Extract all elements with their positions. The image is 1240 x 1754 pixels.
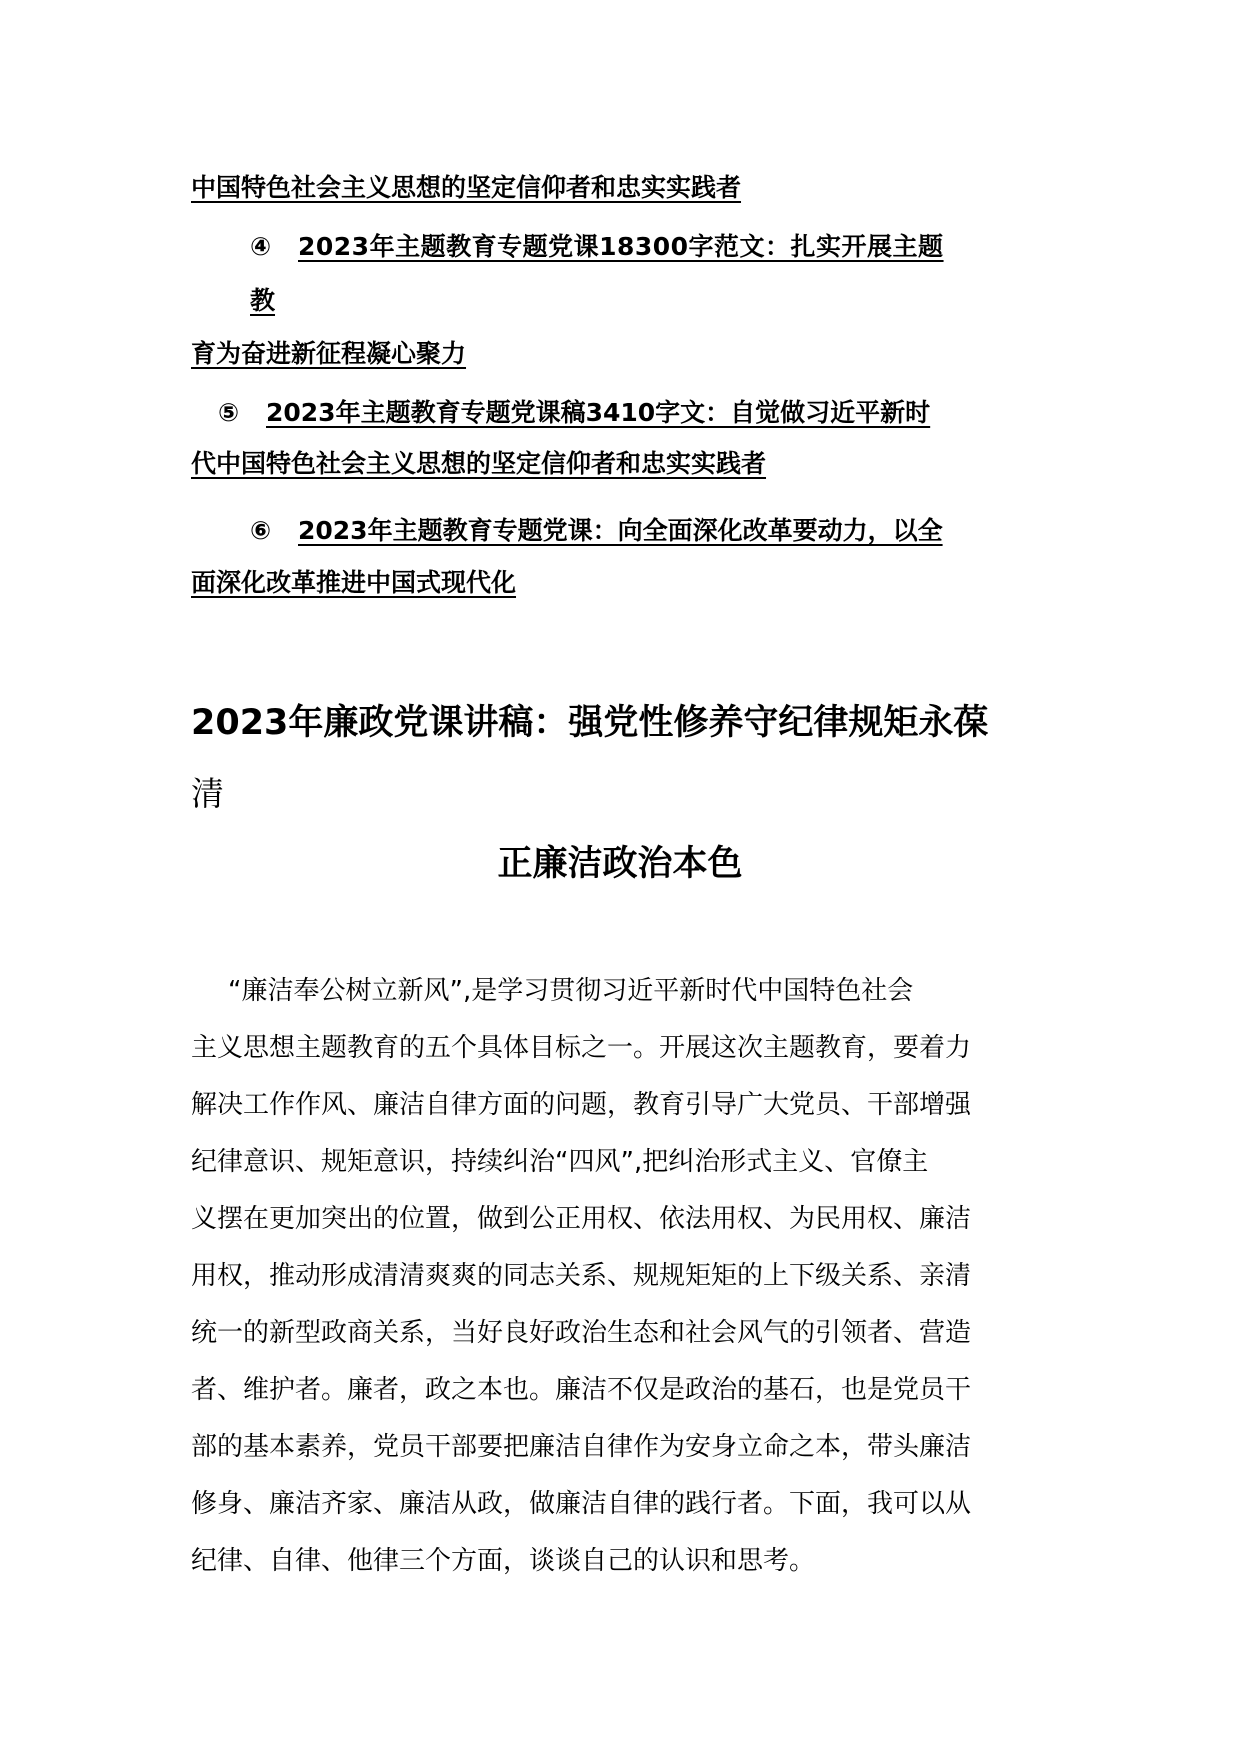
body-line-6: 用权，推动形成清清爽爽的同志关系、规规矩矩的上下级关系、亲清 xyxy=(191,1261,972,1291)
toc-item-4-number: ④ xyxy=(250,232,272,261)
toc-item-6-line2: 面深化改革推进中国式现代化 xyxy=(191,568,517,597)
article-title-line1: 2023年廉政党课讲稿：强党性修养守纪律规矩永葆 xyxy=(191,703,989,743)
body-line-7: 统一的新型政商关系，当好良好政治生态和社会风气的引领者、营造 xyxy=(191,1318,972,1348)
body-line-8: 者、维护者。廉者，政之本也。廉洁不仅是政治的基石，也是党员干 xyxy=(191,1375,972,1405)
toc-item-4[interactable] xyxy=(250,227,1060,263)
body-line-3: 解决工作作风、廉洁自律方面的问题，教育引导广大党员、干部增强 xyxy=(191,1090,972,1120)
body-line-1: “廉洁奉公树立新风”,是学习贯彻习近平新时代中国特色社会 xyxy=(228,976,914,1006)
toc-item-4-line2-row[interactable] xyxy=(250,281,1120,317)
toc-item-6-number: ⑥ xyxy=(250,516,272,545)
toc-item-3-continuation[interactable] xyxy=(191,168,1061,204)
body-line-2: 主义思想主题教育的五个具体目标之一。开展这次主题教育，要着力 xyxy=(191,1033,972,1063)
toc-item-5-number: ⑤ xyxy=(218,398,240,427)
toc-item-4-line2: 教 xyxy=(250,286,276,315)
toc-item-4-line1: 2023年主题教育专题党课18300字范文：扎实开展主题 xyxy=(298,232,944,261)
body-line-4: 纪律意识、规矩意识，持续纠治“四风”,把纠治形式主义、官僚主 xyxy=(191,1147,929,1177)
body-line-9: 部的基本素养，党员干部要把廉洁自律作为安身立命之本，带头廉洁 xyxy=(191,1432,972,1462)
toc-item-5[interactable] xyxy=(218,393,1060,429)
toc-item-5-line1: 2023年主题教育专题党课稿3410字文：自觉做习近平新时 xyxy=(266,398,931,427)
toc-item-4-line3-row[interactable] xyxy=(191,334,1061,370)
toc-item-4-line3: 育为奋进新征程凝心聚力 xyxy=(191,339,467,368)
body-line-11: 纪律、自律、他律三个方面，谈谈自己的认识和思考。 xyxy=(191,1546,816,1576)
article-title-line3: 正廉洁政治本色 xyxy=(497,844,743,884)
toc-item-6[interactable] xyxy=(250,511,1060,547)
body-line-10: 修身、廉洁齐家、廉洁从政，做廉洁自律的践行者。下面，我可以从 xyxy=(191,1489,972,1519)
article-title-line2: 清 xyxy=(191,774,224,813)
body-line-5: 义摆在更加突出的位置，做到公正用权、依法用权、为民用权、廉洁 xyxy=(191,1204,972,1234)
toc-item-6-line1: 2023年主题教育专题党课：向全面深化改革要动力，以全 xyxy=(298,516,943,545)
toc-item-5-line2: 代中国特色社会主义思想的坚定信仰者和忠实实践者 xyxy=(191,449,767,478)
toc-item-5-line2-row[interactable] xyxy=(191,444,1061,480)
toc-item-6-line2-row[interactable] xyxy=(191,563,1061,599)
toc-item-3-text: 中国特色社会主义思想的坚定信仰者和忠实实践者 xyxy=(191,173,742,202)
